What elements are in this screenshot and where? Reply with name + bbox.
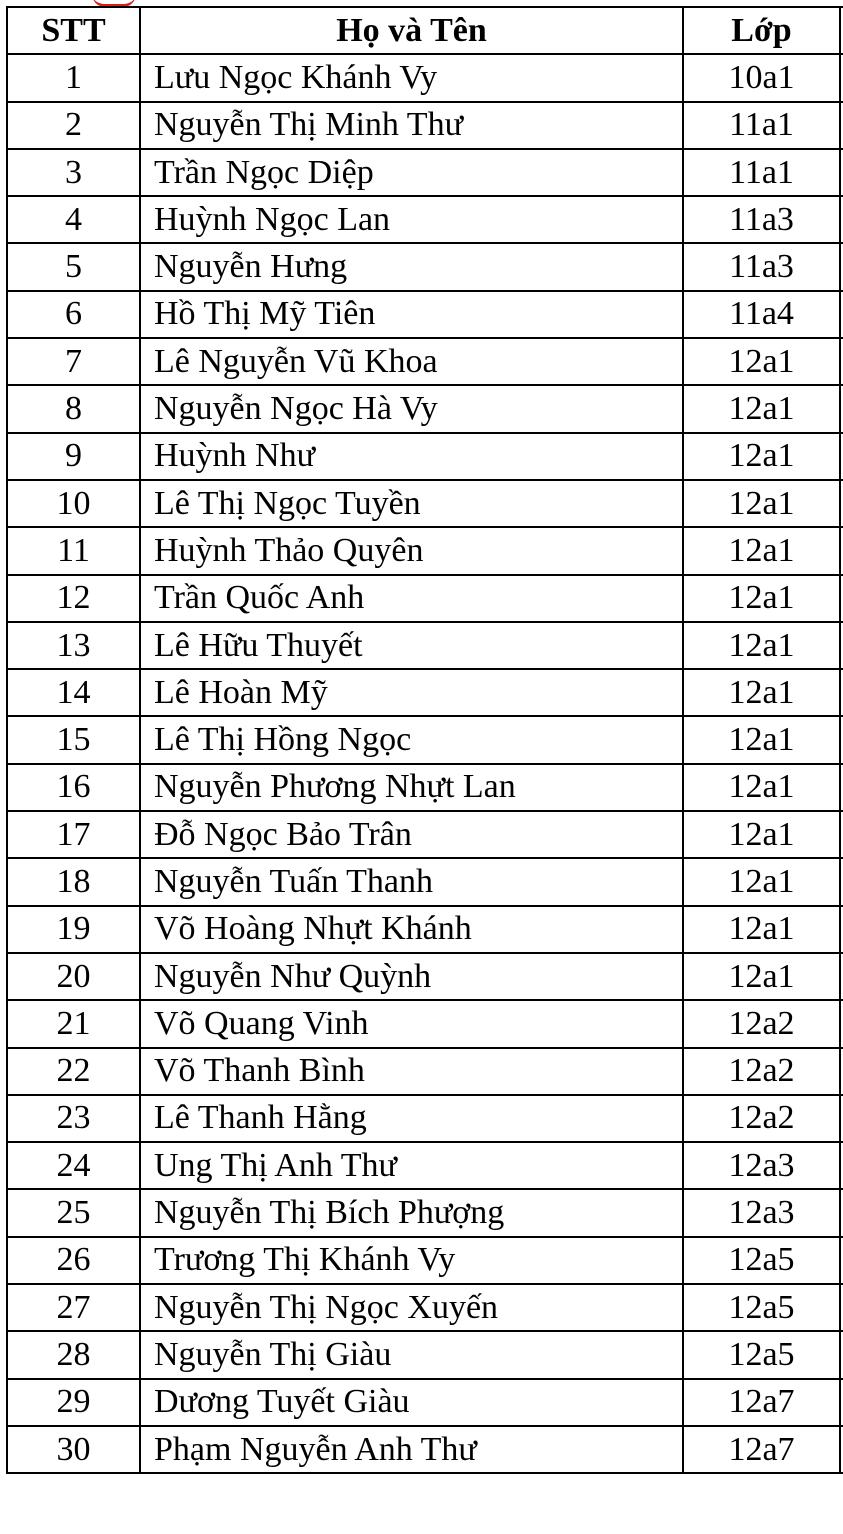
table-row xyxy=(7,716,843,763)
cell-name: Nguyễn Hưng xyxy=(140,243,683,290)
table-row xyxy=(7,764,843,811)
table-row xyxy=(7,953,843,1000)
cell-stt: 18 xyxy=(7,858,140,905)
cell-class: 12a7 xyxy=(683,1379,840,1426)
cell-name: Võ Thanh Bình xyxy=(140,1048,683,1095)
cell-stt: 19 xyxy=(7,906,140,953)
table-row xyxy=(7,243,843,290)
cell-class: 12a1 xyxy=(683,480,840,527)
cell-name: Nguyễn Ngọc Hà Vy xyxy=(140,385,683,432)
cell-name: Đỗ Ngọc Bảo Trân xyxy=(140,811,683,858)
cell-stt: 10 xyxy=(7,480,140,527)
cell-class: 12a5 xyxy=(683,1237,840,1284)
cell-name: Huỳnh Ngọc Lan xyxy=(140,196,683,243)
cell-stt: 23 xyxy=(7,1095,140,1142)
cell-name: Dương Tuyết Giàu xyxy=(140,1379,683,1426)
table-row xyxy=(7,291,843,338)
cell-stt: 1 xyxy=(7,54,140,101)
cell-class: 12a1 xyxy=(683,811,840,858)
cell-name: Lê Thanh Hằng xyxy=(140,1095,683,1142)
cell-name: Lê Thị Hồng Ngọc xyxy=(140,716,683,763)
cell-stt: 25 xyxy=(7,1189,140,1236)
table-row xyxy=(7,1379,843,1426)
table-row xyxy=(7,196,843,243)
table-row xyxy=(7,54,843,101)
cell-class: 12a1 xyxy=(683,858,840,905)
table-header-row xyxy=(7,7,843,54)
cell-class: 12a1 xyxy=(683,575,840,622)
cell-stt: 13 xyxy=(7,622,140,669)
cell-name: Trần Ngọc Diệp xyxy=(140,149,683,196)
table-row xyxy=(7,622,843,669)
cell-name: Lê Hoàn Mỹ xyxy=(140,669,683,716)
table-row xyxy=(7,1237,843,1284)
header-class: Lớp xyxy=(683,7,840,54)
cell-class: 12a3 xyxy=(683,1142,840,1189)
table-row xyxy=(7,385,843,432)
cell-class: 11a4 xyxy=(683,291,840,338)
table-row xyxy=(7,480,843,527)
table-row xyxy=(7,1189,843,1236)
table-body xyxy=(7,54,843,1473)
cell-stt: 11 xyxy=(7,527,140,574)
cell-stt: 5 xyxy=(7,243,140,290)
cell-stt: 4 xyxy=(7,196,140,243)
cell-class: 12a2 xyxy=(683,1048,840,1095)
cell-stt: 24 xyxy=(7,1142,140,1189)
cell-stt: 22 xyxy=(7,1048,140,1095)
cell-stt: 8 xyxy=(7,385,140,432)
cell-stt: 12 xyxy=(7,575,140,622)
cell-stt: 14 xyxy=(7,669,140,716)
table-row xyxy=(7,1284,843,1331)
table-row xyxy=(7,1048,843,1095)
cell-class: 12a7 xyxy=(683,1426,840,1473)
cell-class: 12a1 xyxy=(683,385,840,432)
cell-class: 11a1 xyxy=(683,149,840,196)
cell-name: Trần Quốc Anh xyxy=(140,575,683,622)
student-roster-table xyxy=(6,6,843,1474)
table-row xyxy=(7,1000,843,1047)
cell-name: Lê Hữu Thuyết xyxy=(140,622,683,669)
cell-stt: 7 xyxy=(7,338,140,385)
cell-name: Nguyễn Tuấn Thanh xyxy=(140,858,683,905)
table-row xyxy=(7,102,843,149)
cell-class: 12a1 xyxy=(683,953,840,1000)
table-row xyxy=(7,575,843,622)
table-row xyxy=(7,858,843,905)
cell-name: Ung Thị Anh Thư xyxy=(140,1142,683,1189)
cell-class: 12a2 xyxy=(683,1095,840,1142)
cell-name: Huỳnh Thảo Quyên xyxy=(140,527,683,574)
cell-stt: 16 xyxy=(7,764,140,811)
cell-stt: 21 xyxy=(7,1000,140,1047)
cell-name: Lưu Ngọc Khánh Vy xyxy=(140,54,683,101)
table-row xyxy=(7,906,843,953)
table-row xyxy=(7,149,843,196)
cell-class: 12a3 xyxy=(683,1189,840,1236)
cell-class: 12a1 xyxy=(683,764,840,811)
table-row xyxy=(7,1331,843,1378)
cell-stt: 3 xyxy=(7,149,140,196)
table-row xyxy=(7,338,843,385)
cell-class: 12a1 xyxy=(683,527,840,574)
cell-class: 12a5 xyxy=(683,1284,840,1331)
cell-class: 11a1 xyxy=(683,102,840,149)
cell-name: Trương Thị Khánh Vy xyxy=(140,1237,683,1284)
cell-name: Lê Thị Ngọc Tuyền xyxy=(140,480,683,527)
cell-stt: 26 xyxy=(7,1237,140,1284)
cell-class: 11a3 xyxy=(683,196,840,243)
table-row xyxy=(7,1426,843,1473)
cell-stt: 20 xyxy=(7,953,140,1000)
cell-class: 11a3 xyxy=(683,243,840,290)
cell-class: 10a1 xyxy=(683,54,840,101)
table-row xyxy=(7,1095,843,1142)
cell-class: 12a1 xyxy=(683,716,840,763)
table-row xyxy=(7,669,843,716)
cell-name: Nguyễn Thị Ngọc Xuyến xyxy=(140,1284,683,1331)
cell-name: Nguyễn Thị Giàu xyxy=(140,1331,683,1378)
cell-stt: 2 xyxy=(7,102,140,149)
table-row xyxy=(7,433,843,480)
cell-class: 12a1 xyxy=(683,433,840,480)
cell-name: Huỳnh Như xyxy=(140,433,683,480)
cell-name: Nguyễn Phương Nhựt Lan xyxy=(140,764,683,811)
cell-class: 12a1 xyxy=(683,906,840,953)
cell-name: Nguyễn Như Quỳnh xyxy=(140,953,683,1000)
cell-class: 12a1 xyxy=(683,669,840,716)
cell-class: 12a2 xyxy=(683,1000,840,1047)
table-row xyxy=(7,1142,843,1189)
cell-class: 12a1 xyxy=(683,622,840,669)
cell-stt: 29 xyxy=(7,1379,140,1426)
cell-name: Hồ Thị Mỹ Tiên xyxy=(140,291,683,338)
cell-name: Phạm Nguyễn Anh Thư xyxy=(140,1426,683,1473)
cell-class: 12a5 xyxy=(683,1331,840,1378)
table-row xyxy=(7,811,843,858)
cell-name: Lê Nguyễn Vũ Khoa xyxy=(140,338,683,385)
cell-stt: 27 xyxy=(7,1284,140,1331)
header-stt: STT xyxy=(7,7,140,54)
header-name: Họ và Tên xyxy=(140,7,683,54)
cell-name: Nguyễn Thị Minh Thư xyxy=(140,102,683,149)
cell-class: 12a1 xyxy=(683,338,840,385)
cell-stt: 28 xyxy=(7,1331,140,1378)
cell-stt: 15 xyxy=(7,716,140,763)
cell-name: Võ Quang Vinh xyxy=(140,1000,683,1047)
cell-name: Võ Hoàng Nhựt Khánh xyxy=(140,906,683,953)
cell-name: Nguyễn Thị Bích Phượng xyxy=(140,1189,683,1236)
cell-stt: 17 xyxy=(7,811,140,858)
cell-stt: 9 xyxy=(7,433,140,480)
cell-stt: 30 xyxy=(7,1426,140,1473)
table-row xyxy=(7,527,843,574)
cell-stt: 6 xyxy=(7,291,140,338)
